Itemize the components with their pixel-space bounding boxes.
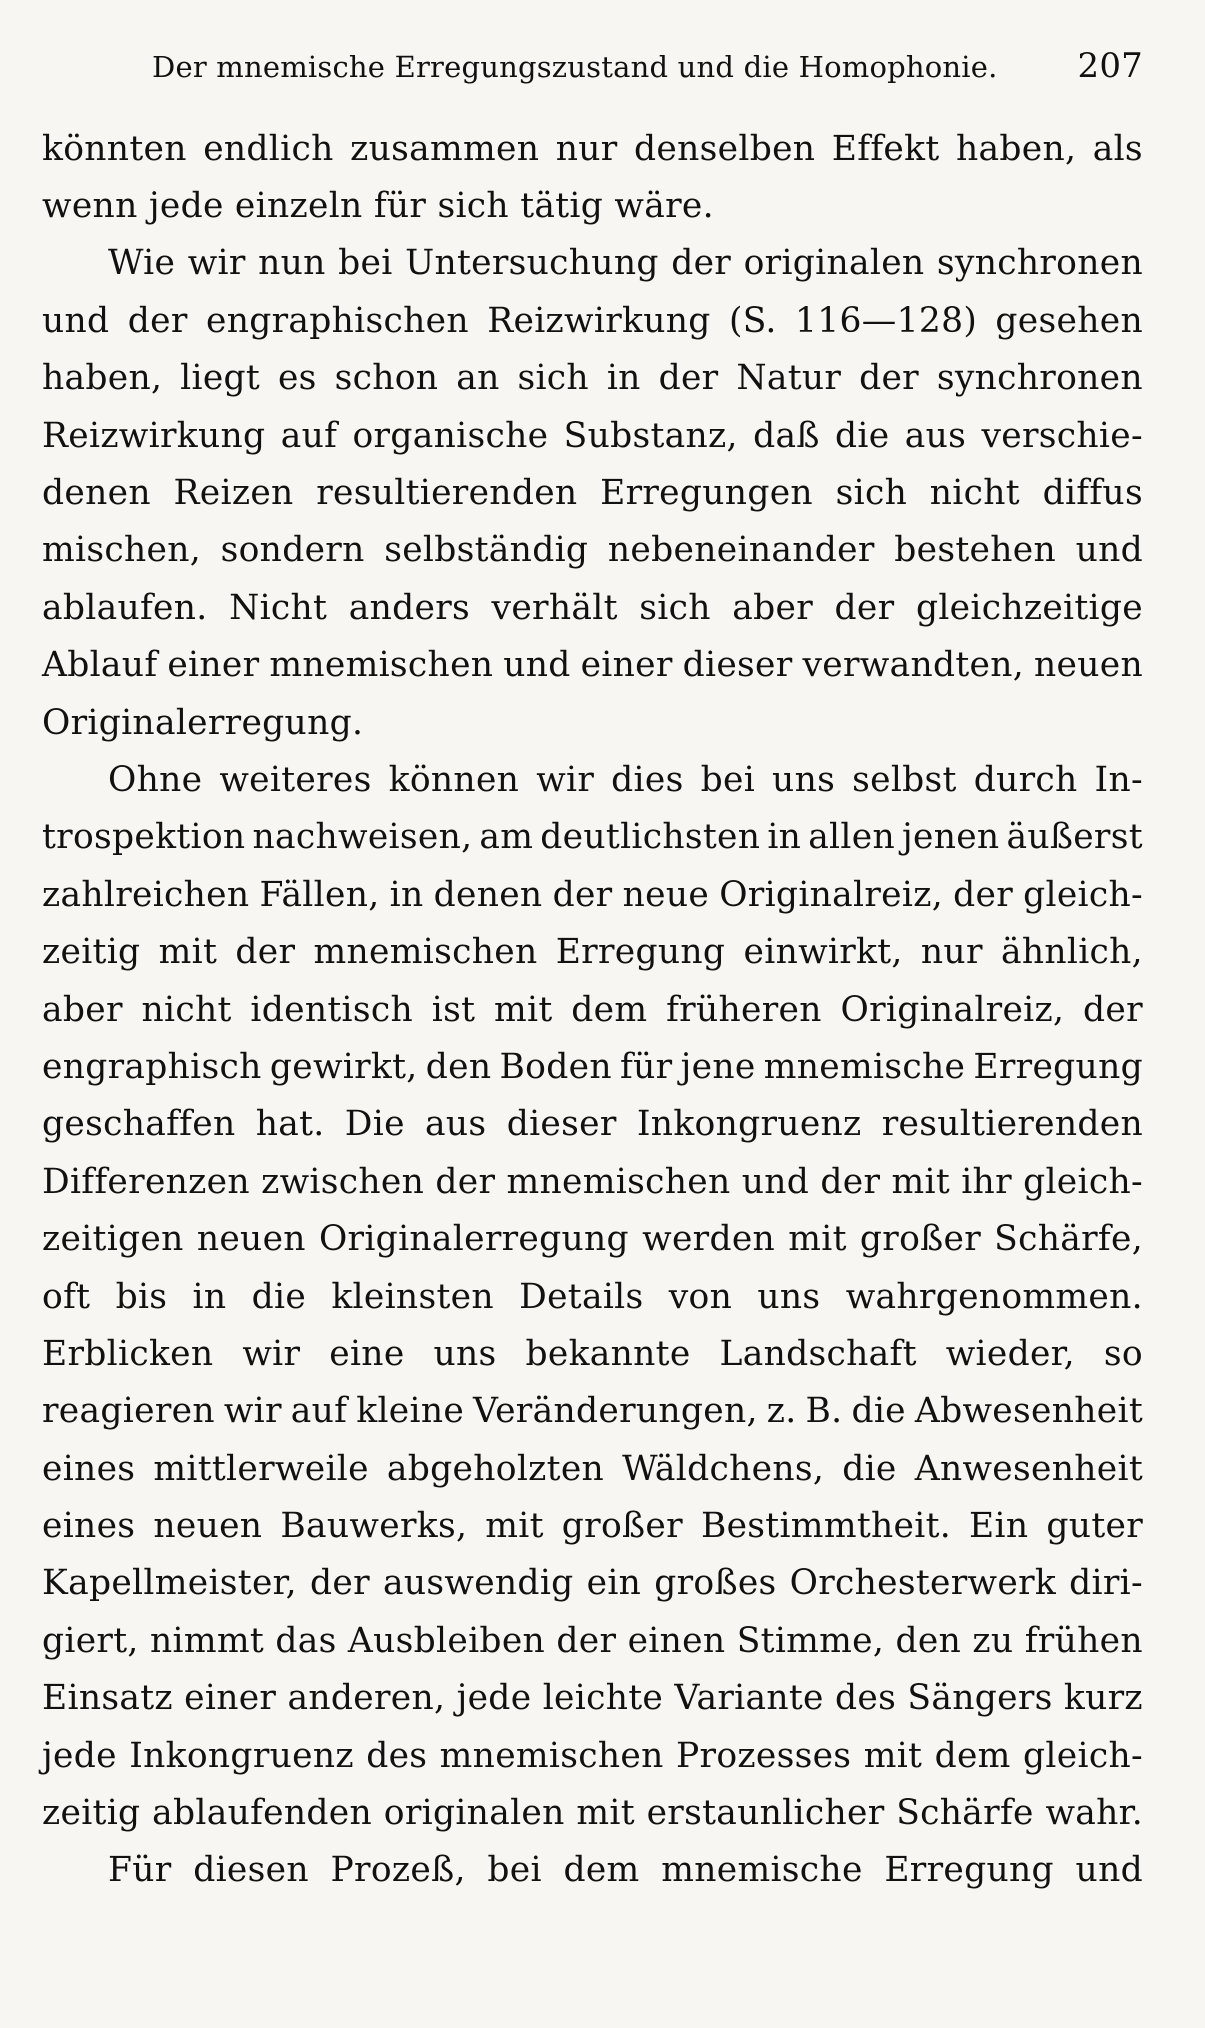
text-line bbox=[42, 350, 1143, 407]
word: nicht bbox=[141, 989, 232, 1030]
text-line bbox=[42, 1210, 1143, 1267]
word: mit bbox=[494, 989, 553, 1030]
word: dem bbox=[563, 1850, 640, 1891]
word: und bbox=[42, 300, 110, 341]
text-line bbox=[42, 579, 1143, 636]
text-line bbox=[42, 522, 1143, 579]
word: Abwesenheit bbox=[914, 1391, 1143, 1432]
word: am bbox=[479, 817, 534, 858]
word: durch bbox=[973, 759, 1078, 800]
word: die bbox=[851, 1391, 906, 1432]
body-text bbox=[42, 120, 1143, 1899]
word: In- bbox=[1094, 759, 1143, 800]
word: des bbox=[366, 1735, 428, 1776]
word: Schärfe, bbox=[994, 1219, 1143, 1260]
word: ist bbox=[431, 989, 476, 1030]
text-line bbox=[42, 751, 1143, 808]
word: dieser bbox=[682, 645, 793, 686]
word: geschaffen bbox=[42, 1104, 236, 1145]
word: selbst bbox=[852, 759, 957, 800]
word: gewirkt, bbox=[269, 1046, 418, 1087]
word: Ein bbox=[969, 1506, 1029, 1547]
word: können bbox=[388, 759, 520, 800]
word: in bbox=[606, 358, 641, 399]
word: gleichzeitige bbox=[915, 587, 1143, 628]
word: ihr bbox=[961, 1161, 1012, 1202]
word: Veränderungen, bbox=[473, 1391, 758, 1432]
word: von bbox=[668, 1276, 733, 1317]
word: 116—128) bbox=[795, 300, 978, 341]
word: auswendig bbox=[382, 1563, 574, 1604]
word: großer bbox=[859, 1219, 982, 1260]
word: erstaunlicher bbox=[646, 1793, 885, 1834]
text-line bbox=[42, 1096, 1143, 1153]
word: Ablauf bbox=[42, 645, 158, 686]
word: verhält bbox=[491, 587, 618, 628]
word: ablaufenden bbox=[152, 1793, 373, 1834]
word: eine bbox=[329, 1333, 405, 1374]
word: mnemische bbox=[763, 1046, 966, 1087]
text-line bbox=[42, 1153, 1143, 1210]
word: einen bbox=[627, 1620, 726, 1661]
word: mit bbox=[891, 1161, 950, 1202]
word: giert, bbox=[42, 1620, 139, 1661]
word: gleich- bbox=[1023, 1735, 1143, 1776]
word: Schärfe bbox=[896, 1793, 1034, 1834]
word: Inkongruenz bbox=[129, 1735, 354, 1776]
word: daß bbox=[753, 415, 820, 456]
word: das bbox=[275, 1620, 337, 1661]
text-line bbox=[42, 1555, 1143, 1612]
word: engraphisch bbox=[42, 1046, 262, 1087]
word: Ausbleiben bbox=[347, 1620, 546, 1661]
word: synchronen bbox=[936, 243, 1143, 284]
word: der bbox=[435, 1161, 496, 1202]
word: uns bbox=[772, 759, 836, 800]
page-number: 207 bbox=[1077, 46, 1143, 86]
word: der bbox=[671, 243, 732, 284]
word: sich bbox=[517, 358, 589, 399]
word: mnemischen bbox=[439, 1735, 664, 1776]
word: die bbox=[835, 415, 890, 456]
word: der bbox=[556, 1620, 617, 1661]
word: mit bbox=[158, 932, 218, 973]
word: trospektion bbox=[42, 817, 246, 858]
word: nur bbox=[555, 128, 618, 169]
word: verschie- bbox=[981, 415, 1143, 456]
word: wahrgenommen. bbox=[845, 1276, 1143, 1317]
word: Stimme, bbox=[736, 1620, 885, 1661]
word: es bbox=[277, 358, 317, 399]
word: aber bbox=[732, 587, 814, 628]
word: der bbox=[953, 874, 1013, 915]
word: sich bbox=[639, 587, 711, 628]
word: als bbox=[1092, 128, 1143, 169]
word: organische bbox=[352, 415, 549, 456]
text-line bbox=[42, 1268, 1143, 1325]
text-line bbox=[42, 1612, 1143, 1669]
word: sich bbox=[835, 473, 908, 514]
word: wir bbox=[187, 243, 246, 284]
text-line bbox=[42, 1325, 1143, 1382]
word: uns bbox=[757, 1276, 821, 1317]
word: großes bbox=[654, 1563, 777, 1604]
word: verwandten, bbox=[802, 645, 1025, 686]
word: zeitigen bbox=[42, 1219, 184, 1260]
word: reagieren bbox=[42, 1391, 215, 1432]
word: der bbox=[1082, 989, 1143, 1030]
word: neue bbox=[622, 874, 710, 915]
word: jede bbox=[456, 1678, 532, 1719]
word: gleich- bbox=[1023, 1161, 1143, 1202]
word: mnemischen bbox=[269, 645, 494, 686]
word: Differenzen bbox=[42, 1161, 250, 1202]
word: Reizwirkung bbox=[487, 300, 711, 341]
word: zahlreichen bbox=[42, 874, 250, 915]
word: Erblicken bbox=[42, 1333, 214, 1374]
text-line bbox=[42, 1497, 1143, 1554]
word: Landschaft bbox=[719, 1333, 917, 1374]
word: Prozeß, bbox=[330, 1850, 466, 1891]
text-line bbox=[42, 120, 1143, 177]
word: denen bbox=[433, 874, 543, 915]
text-line bbox=[42, 464, 1143, 521]
word: identisch bbox=[250, 989, 414, 1030]
word: ein bbox=[586, 1563, 642, 1604]
text-line bbox=[42, 923, 1143, 980]
word: Für bbox=[108, 1850, 172, 1891]
word: schon bbox=[334, 358, 439, 399]
word: Bestimmtheit. bbox=[700, 1506, 952, 1547]
word: der bbox=[235, 932, 296, 973]
word: uns bbox=[433, 1333, 497, 1374]
word: jene bbox=[680, 1046, 756, 1087]
running-title: Der mnemische Erregungszustand und die Homophonie. bbox=[152, 50, 998, 84]
running-head bbox=[42, 46, 1143, 110]
text-line bbox=[42, 981, 1143, 1038]
text-line: Originalerregung. bbox=[42, 702, 364, 743]
word: aus bbox=[425, 1104, 487, 1145]
word: dem bbox=[571, 989, 648, 1030]
word: nimmt bbox=[149, 1620, 265, 1661]
text-line bbox=[42, 1842, 1143, 1899]
word: Sängers bbox=[907, 1678, 1053, 1719]
word: Orchesterwerk bbox=[789, 1563, 1057, 1604]
word: großer bbox=[561, 1506, 683, 1547]
word: mit bbox=[576, 1793, 635, 1834]
text-line bbox=[42, 1440, 1143, 1497]
word: anderen, bbox=[287, 1678, 446, 1719]
word: dieser bbox=[506, 1104, 617, 1145]
word: bei bbox=[700, 759, 756, 800]
word: in bbox=[192, 1276, 227, 1317]
word: nebeneinander bbox=[607, 530, 875, 571]
word: einer bbox=[167, 645, 260, 686]
text-line bbox=[42, 1383, 1143, 1440]
word: Substanz, bbox=[563, 415, 738, 456]
word: haben, bbox=[955, 128, 1077, 169]
text-line bbox=[42, 1038, 1143, 1095]
word: mnemische bbox=[661, 1850, 863, 1891]
word: denen bbox=[42, 473, 151, 514]
word: resultierenden bbox=[316, 473, 578, 514]
word: mit bbox=[788, 1219, 847, 1260]
word: Die bbox=[344, 1104, 405, 1145]
word: Details bbox=[519, 1276, 644, 1317]
word: der bbox=[658, 358, 719, 399]
word: der bbox=[820, 1161, 881, 1202]
word: für bbox=[620, 1046, 673, 1087]
word: neuen bbox=[196, 1219, 306, 1260]
word: der bbox=[859, 358, 919, 399]
word: weiteres bbox=[219, 759, 372, 800]
word: hat. bbox=[255, 1104, 325, 1145]
word: jenen bbox=[901, 817, 1000, 858]
word: auf bbox=[290, 1391, 348, 1432]
word: in bbox=[767, 817, 802, 858]
word: wir bbox=[536, 759, 595, 800]
word: den bbox=[895, 1620, 962, 1661]
word: und bbox=[741, 1161, 810, 1202]
word: synchronen bbox=[936, 358, 1143, 399]
text-line bbox=[42, 637, 1143, 694]
word: deutlichsten bbox=[540, 817, 761, 858]
word: wir bbox=[242, 1333, 301, 1374]
word: Anwesenheit bbox=[914, 1448, 1143, 1489]
word: Untersuchung bbox=[405, 243, 659, 284]
word: Prozesses bbox=[676, 1735, 852, 1776]
word: des bbox=[835, 1678, 897, 1719]
word: könnten bbox=[42, 128, 187, 169]
word: Reizwirkung bbox=[42, 415, 266, 456]
word: dem bbox=[934, 1735, 1011, 1776]
word: den bbox=[425, 1046, 492, 1087]
word: auf bbox=[280, 415, 338, 456]
word: so bbox=[1103, 1333, 1143, 1374]
word: äußerst bbox=[1006, 817, 1143, 858]
text-line bbox=[42, 235, 1143, 292]
word: guter bbox=[1046, 1506, 1143, 1547]
word: gleich- bbox=[1023, 874, 1143, 915]
word: werden bbox=[642, 1219, 776, 1260]
word: mischen, bbox=[42, 530, 201, 571]
word: Bauwerks, bbox=[280, 1506, 468, 1547]
word: Boden bbox=[499, 1046, 612, 1087]
word: Kapellmeister, bbox=[42, 1563, 297, 1604]
word: Originalreiz, bbox=[840, 989, 1065, 1030]
word: ablaufen. bbox=[42, 587, 208, 628]
word: kleinsten bbox=[331, 1276, 494, 1317]
word: der bbox=[127, 300, 188, 341]
word: der bbox=[552, 874, 613, 915]
word: Originalreiz, bbox=[719, 874, 943, 915]
word: mittlerweile bbox=[153, 1448, 369, 1489]
word: diri- bbox=[1069, 1563, 1143, 1604]
word: diffus bbox=[1042, 473, 1143, 514]
word: ähnlich, bbox=[1000, 932, 1143, 973]
word: abgeholzten bbox=[386, 1448, 605, 1489]
word: leichte bbox=[542, 1678, 664, 1719]
word: Erregungen bbox=[600, 473, 813, 514]
word: einer bbox=[184, 1678, 277, 1719]
word: wir bbox=[223, 1391, 282, 1432]
word: die bbox=[251, 1276, 307, 1317]
word: haben, bbox=[42, 358, 163, 399]
word: der bbox=[834, 587, 895, 628]
word: in bbox=[389, 874, 424, 915]
word: originalen bbox=[383, 1793, 565, 1834]
word: und bbox=[1075, 530, 1143, 571]
word: Effekt bbox=[831, 128, 940, 169]
word: zeitig bbox=[42, 932, 141, 973]
word: sondern bbox=[220, 530, 365, 571]
word: einwirkt, bbox=[743, 932, 903, 973]
word: neuen bbox=[153, 1506, 263, 1547]
text-line: wenn jede einzeln für sich tätig wäre. bbox=[42, 186, 714, 227]
word: originalen bbox=[743, 243, 925, 284]
word: allen bbox=[808, 817, 895, 858]
word: bei bbox=[338, 243, 393, 284]
word: Wäldchens, bbox=[622, 1448, 825, 1489]
word: bis bbox=[115, 1276, 168, 1317]
word: zu bbox=[972, 1620, 1014, 1661]
word: und bbox=[503, 645, 571, 686]
word: die bbox=[842, 1448, 897, 1489]
word: z. bbox=[766, 1391, 797, 1432]
word: Ohne bbox=[108, 759, 203, 800]
word: nicht bbox=[929, 473, 1020, 514]
word: kleine bbox=[356, 1391, 465, 1432]
word: Wie bbox=[108, 243, 176, 284]
text-line bbox=[42, 809, 1143, 866]
word: endlich bbox=[203, 128, 334, 169]
text-line bbox=[42, 1670, 1143, 1727]
word: B. bbox=[805, 1391, 843, 1432]
word: eines bbox=[42, 1448, 136, 1489]
word: früheren bbox=[666, 989, 822, 1030]
word: Erregung bbox=[884, 1850, 1054, 1891]
word: bekannte bbox=[525, 1333, 691, 1374]
word: dies bbox=[611, 759, 684, 800]
word: mnemischen bbox=[506, 1161, 731, 1202]
word: Nicht bbox=[229, 587, 328, 628]
word: Erregung bbox=[555, 932, 726, 973]
word: denselben bbox=[634, 128, 816, 169]
word: Erregung bbox=[973, 1046, 1143, 1087]
word: kurz bbox=[1063, 1678, 1143, 1719]
word: wahr. bbox=[1045, 1793, 1143, 1834]
word: Einsatz bbox=[42, 1678, 173, 1719]
word: neuen bbox=[1033, 645, 1143, 686]
word: mit bbox=[863, 1735, 923, 1776]
text-line bbox=[42, 1727, 1143, 1784]
word: zusammen bbox=[350, 128, 540, 169]
word: jede bbox=[42, 1735, 117, 1776]
word: einer bbox=[580, 645, 673, 686]
word: zwischen bbox=[261, 1161, 425, 1202]
word: liegt bbox=[180, 358, 261, 399]
word: an bbox=[456, 358, 500, 399]
word: Variante bbox=[674, 1678, 824, 1719]
word: eines bbox=[42, 1506, 136, 1547]
text-line bbox=[42, 407, 1143, 464]
word: frühen bbox=[1024, 1620, 1143, 1661]
text-line bbox=[42, 1784, 1143, 1841]
word: resultierenden bbox=[881, 1104, 1143, 1145]
word: engraphischen bbox=[206, 300, 469, 341]
word: mnemischen bbox=[313, 932, 538, 973]
word: selbständig bbox=[384, 530, 589, 571]
word: Originalerregung bbox=[318, 1219, 629, 1260]
word: bei bbox=[487, 1850, 542, 1891]
word: und bbox=[1075, 1850, 1143, 1891]
word: (S. bbox=[728, 300, 777, 341]
word: Inkongruenz bbox=[636, 1104, 862, 1145]
word: diesen bbox=[193, 1850, 309, 1891]
word: gesehen bbox=[995, 300, 1143, 341]
word: bestehen bbox=[894, 530, 1056, 571]
word: nun bbox=[258, 243, 326, 284]
word: anders bbox=[348, 587, 471, 628]
text-line bbox=[42, 866, 1143, 923]
word: Fällen, bbox=[259, 874, 380, 915]
word: nur bbox=[920, 932, 983, 973]
word: oft bbox=[42, 1276, 91, 1317]
word: Natur bbox=[736, 358, 842, 399]
word: aber bbox=[42, 989, 123, 1030]
word: wieder, bbox=[945, 1333, 1075, 1374]
text-line bbox=[42, 292, 1143, 349]
word: aus bbox=[904, 415, 967, 456]
word: der bbox=[310, 1563, 370, 1604]
word: Reizen bbox=[173, 473, 294, 514]
word: nachweisen, bbox=[252, 817, 473, 858]
word: zeitig bbox=[42, 1793, 141, 1834]
word: mit bbox=[485, 1506, 544, 1547]
